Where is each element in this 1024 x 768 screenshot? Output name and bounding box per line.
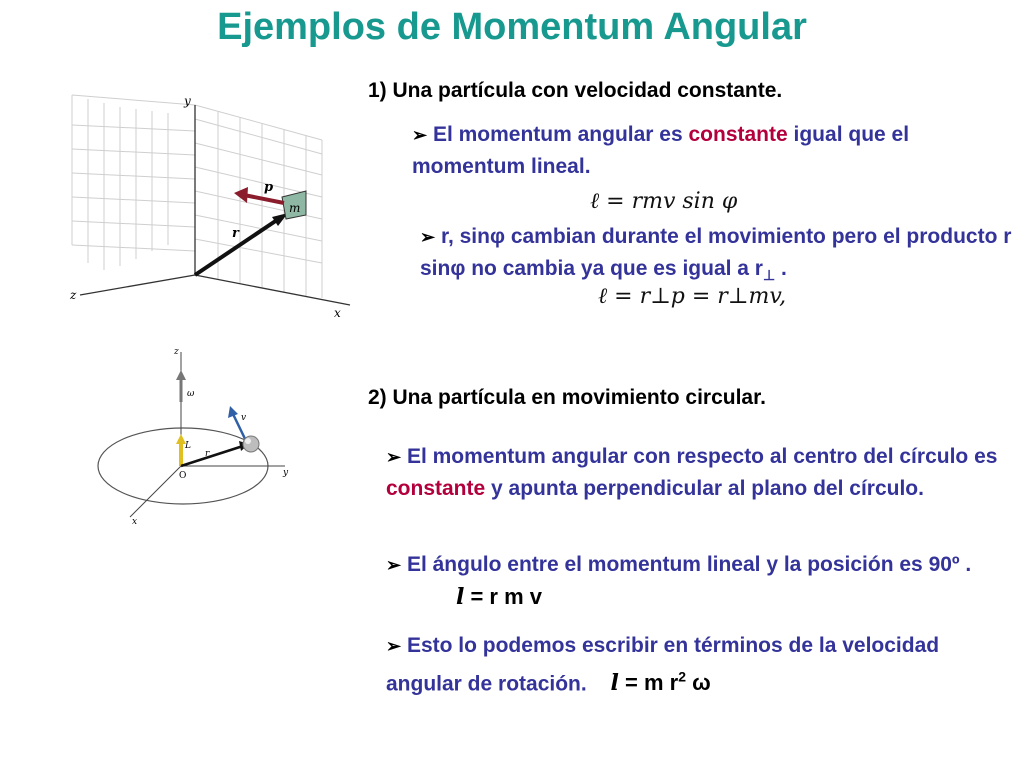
bullet-arrow-icon: ➢ (386, 636, 402, 656)
formula-angular-momentum: ℓ = rmv sin φ (590, 189, 738, 214)
section1-heading: 1) Una partícula con velocidad constante. (368, 79, 783, 102)
constant-velocity-diagram (40, 85, 360, 325)
x-axis-label: x (334, 306, 341, 320)
y-axis-label: y (283, 468, 289, 478)
slide-title: Ejemplos de Momentum Angular (217, 6, 807, 48)
highlight-constante: constante (386, 477, 486, 500)
bullet-arrow-icon: ➢ (420, 227, 436, 247)
section2-heading: 2) Una partícula en movimiento circular. (368, 386, 766, 409)
y-axis-label: y (184, 94, 191, 108)
x-axis-label: x (132, 517, 138, 527)
bullet-arrow-icon: ➢ (386, 555, 402, 575)
section2-bullet3: ➢ Esto lo podemos escribir en términos de la velocidad angular de rotación. l = m $r^2$ ω (386, 634, 940, 697)
highlight-constante: constante (688, 123, 788, 146)
section1-bullet2: ➢ r, sinφ cambian durante el movimiento pero el producto r sinφ no cambia ya que es igual a $r_\perp$ . (420, 225, 1012, 284)
section1-bullet1: ➢ El momentum angular es constante igual que el momentum lineal. (412, 123, 910, 178)
section2-bullet2: ➢ El ángulo entre el momentum lineal y la posición es 90º . l = r m v (386, 553, 972, 610)
equation-lmr2w: l = m $r^2$ ω (610, 669, 711, 697)
formula-perpendicular: ℓ = r⊥p = r⊥mv, (598, 284, 787, 309)
velocity-label: v (241, 413, 247, 423)
origin-label: O (179, 471, 187, 481)
angular-velocity-label: ω (187, 389, 195, 399)
position-vector-label: r (232, 226, 239, 241)
mass-label: m (289, 201, 301, 215)
angular-momentum-label: L (185, 441, 191, 451)
section2-bullet1: ➢ El momentum angular con respecto al centro del círculo es constante y apunta perpendicular al plano del círculo. (386, 445, 998, 500)
z-axis-label: z (174, 347, 179, 357)
bullet-arrow-icon: ➢ (412, 125, 428, 145)
z-axis-label: z (70, 288, 77, 302)
momentum-vector-label: p (264, 180, 274, 195)
equation-lrmv: l = r m v (456, 584, 543, 610)
bullet-arrow-icon: ➢ (386, 447, 402, 467)
radius-label: r (205, 449, 210, 459)
circular-motion-diagram (95, 342, 305, 532)
